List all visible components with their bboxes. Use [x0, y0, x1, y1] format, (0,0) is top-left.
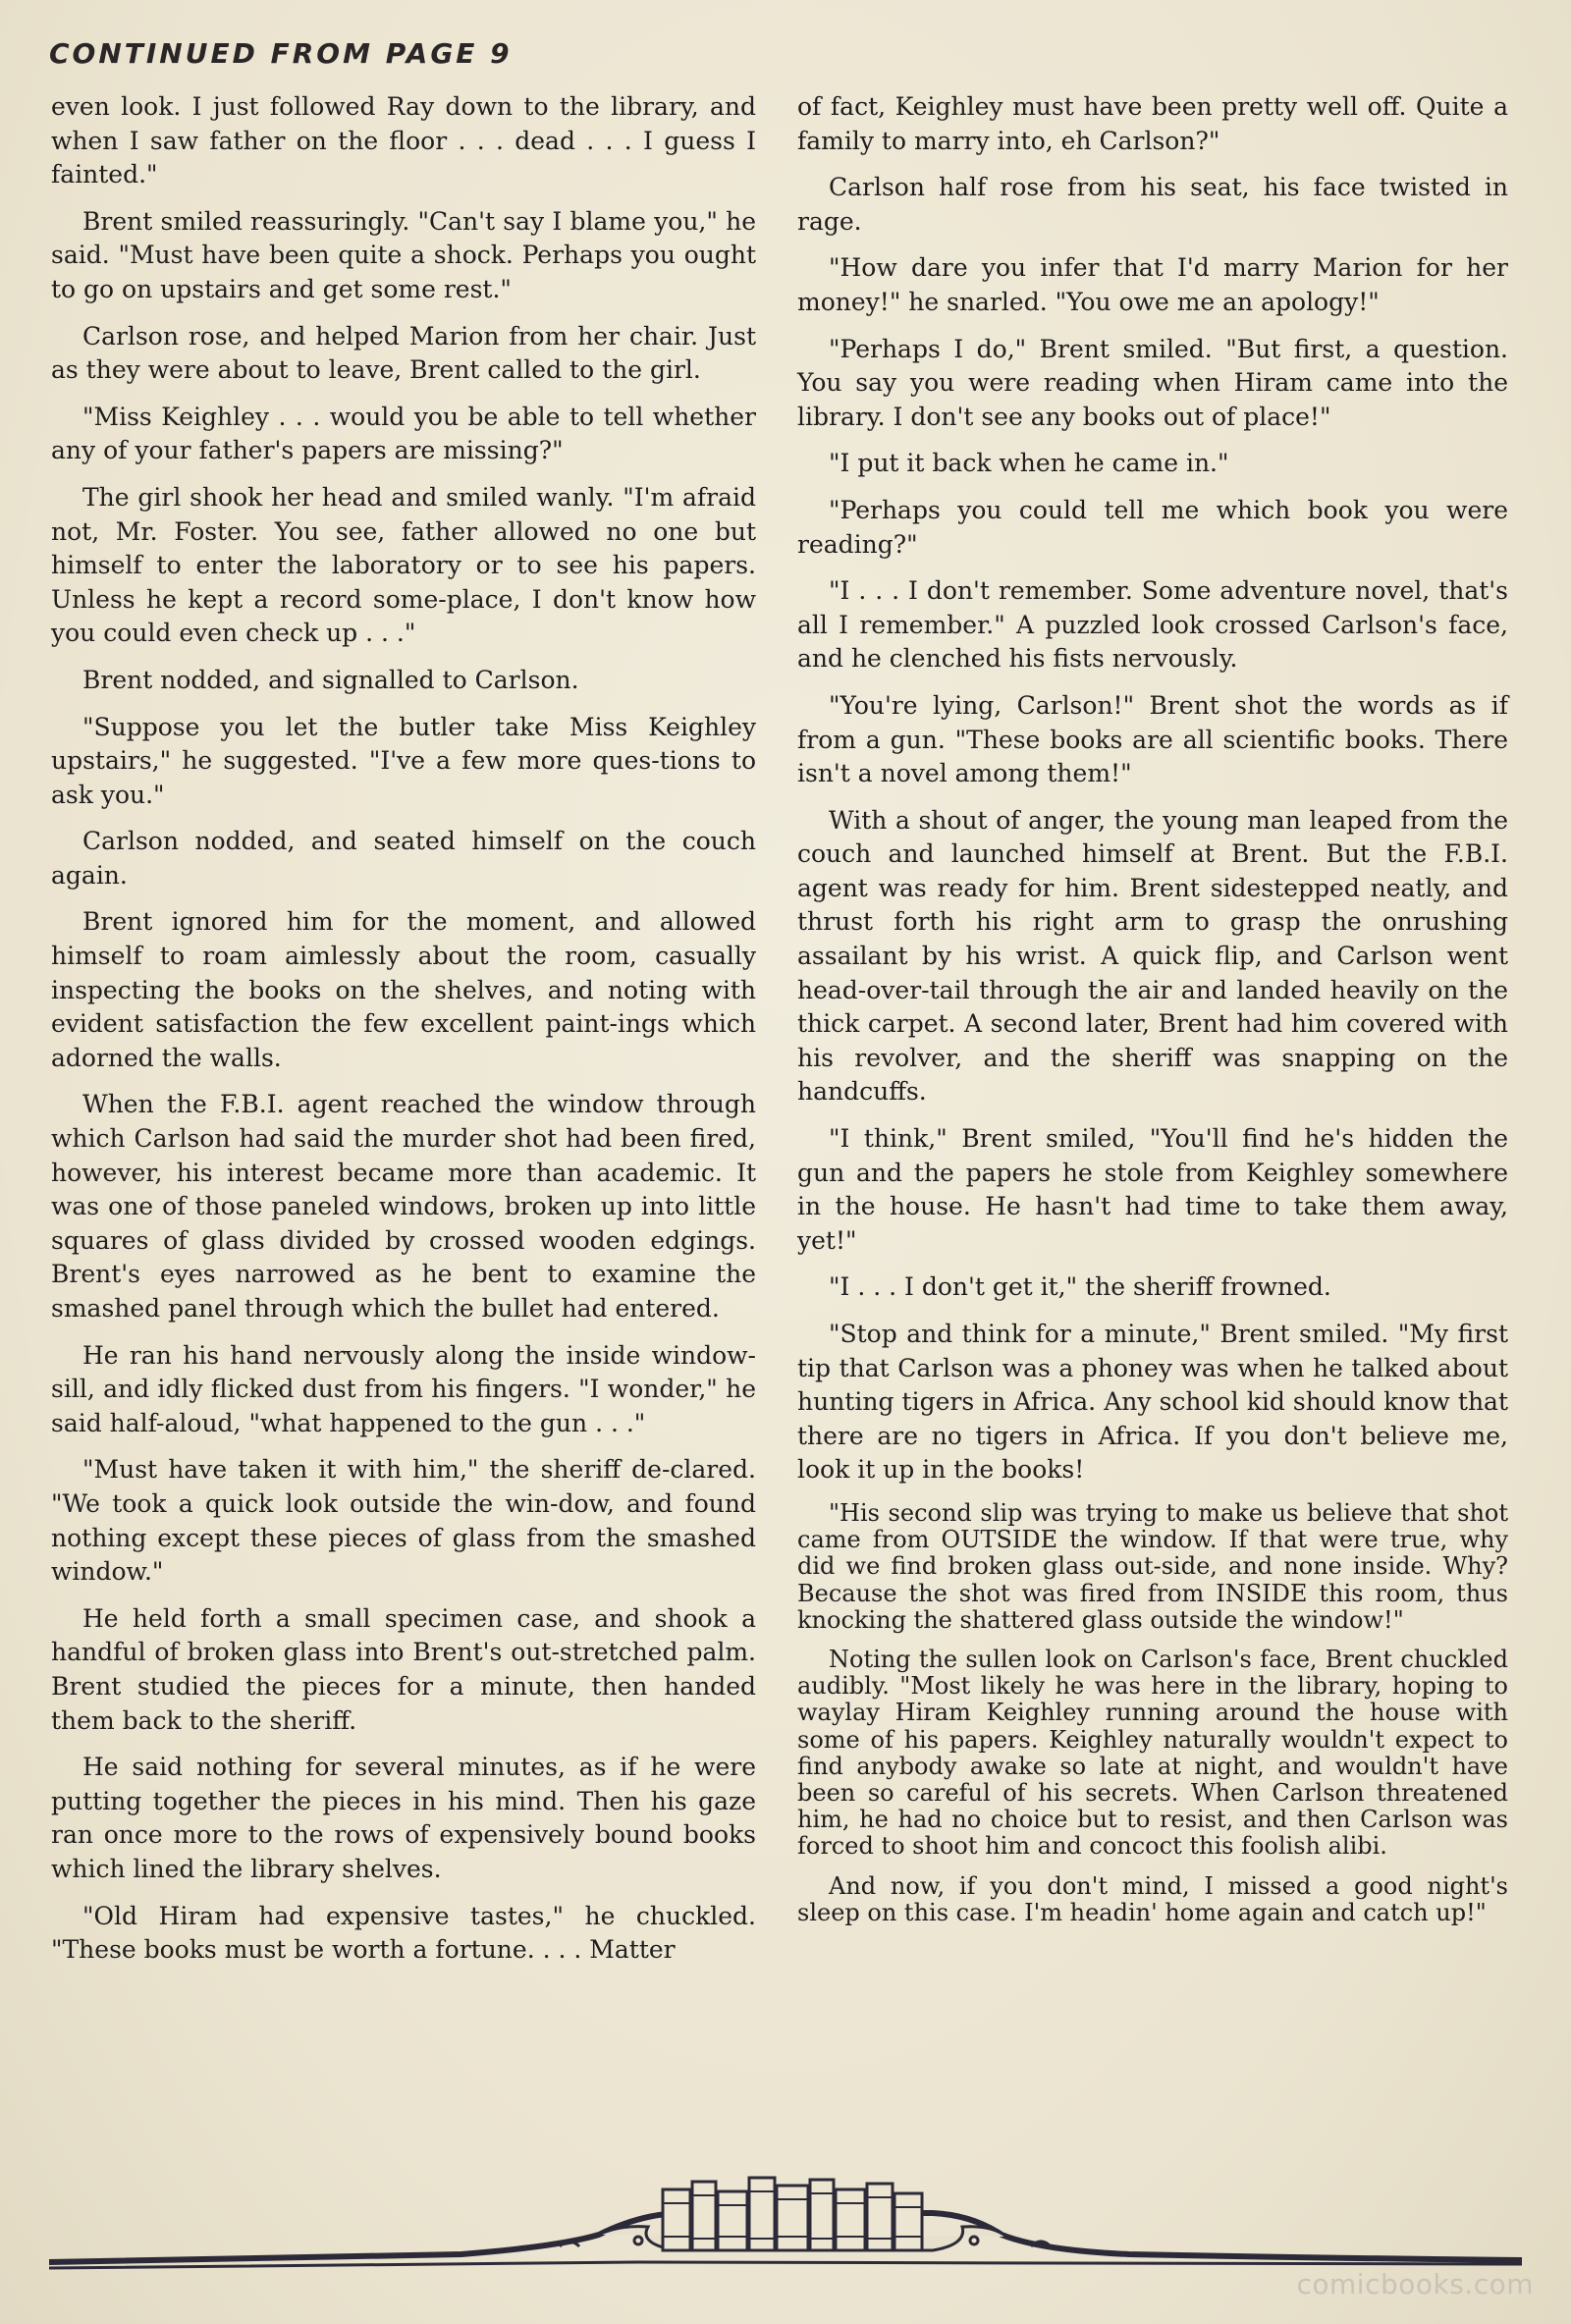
right-column	[797, 90, 1508, 1939]
paragraph: Carlson rose, and helped Marion from her chair. Just as they were about to leave, Brent called to the girl.	[51, 321, 756, 385]
paragraph: Brent smiled reassuringly. "Can't say I blame you," he said. "Must have been quite a shock. Perhaps you ought to go on upstairs and get some rest."	[51, 206, 756, 303]
left-column	[51, 90, 756, 1980]
paragraph: The girl shook her head and smiled wanly. "I'm afraid not, Mr. Foster. You see, father allowed no one but himself to enter the laboratory or to see his papers. Unless he kept a record some-place, I don't know how you could even check up . . ."	[51, 482, 756, 648]
paragraph: When the F.B.I. agent reached the window through which Carlson had said the murder shot had been fired, however, his interest became more than academic. It was one of those paneled windows, broken up into little squares of glass divided by crossed wooden edgings. Brent's eyes narrowed as he bent to examine the smashed panel through which the bullet had entered.	[51, 1090, 756, 1323]
paragraph: "Perhaps I do," Brent smiled. "But first, a question. You say you were reading when Hiram came into the library. I don't see any books out of place!"	[797, 334, 1508, 431]
book-shelf-illustration	[49, 2156, 1522, 2274]
paragraph: Brent nodded, and signalled to Carlson.	[82, 665, 579, 694]
paragraph: "Suppose you let the butler take Miss Keighley upstairs," he suggested. "I've a few more ques-tions to ask you."	[51, 712, 756, 809]
paragraph: "You're lying, Carlson!" Brent shot the words as if from a gun. "These books are all scientific books. There isn't a novel among them!"	[797, 690, 1508, 788]
paragraph: "How dare you infer that I'd marry Marion for her money!" he snarled. "You owe me an apology!"	[797, 253, 1508, 316]
paragraph: He ran his hand nervously along the inside window-sill, and idly flicked dust from his fingers. "I wonder," he said half-aloud, "what happened to the gun . . ."	[51, 1340, 756, 1437]
watermark: comicbooks.com	[1296, 2268, 1534, 2300]
paragraph: "Must have taken it with him," the sheriff de-clared. "We took a quick look outside the win-dow, and found nothing except these pieces of glass from the smashed window."	[51, 1455, 756, 1587]
paragraph: "Miss Keighley . . . would you be able to tell whether any of your father's papers are missing?"	[51, 402, 756, 465]
continued-header: CONTINUED FROM PAGE 9	[49, 37, 513, 70]
paragraph: He held forth a small specimen case, and shook a handful of broken glass into Brent's out-stretched palm. Brent studied the pieces for a minute, then handed them back to the sheriff.	[51, 1603, 756, 1735]
paragraph: "I put it back when he came in."	[829, 449, 1229, 478]
paragraph: And now, if you don't mind, I missed a good night's sleep on this case. I'm headin' home again and catch up!"	[797, 1871, 1508, 1926]
paragraph: "I . . . I don't get it," the sheriff frowned.	[829, 1272, 1331, 1302]
paragraph: Noting the sullen look on Carlson's face, Brent chuckled audibly. "Most likely he was here in the library, hoping to waylay Hiram Keighley running around the house with some of his papers. Keighley naturally wouldn't expect to find anybody awake so late at night, and wouldn't have been so careful of his secrets. When Carlson threatened him, he had no choice but to resist, and then Carlson was forced to shoot him and concoct this foolish alibi.	[797, 1645, 1508, 1861]
paragraph: even look. I just followed Ray down to the library, and when I saw father on the floor . . . dead . . . I guess I fainted."	[51, 92, 756, 189]
paragraph: of fact, Keighley must have been pretty well off. Quite a family to marry into, eh Carlson?"	[797, 92, 1508, 155]
paragraph: "Perhaps you could tell me which book you were reading?"	[797, 495, 1508, 559]
paragraph: "I . . . I don't remember. Some adventure novel, that's all I remember." A puzzled look crossed Carlson's face, and he clenched his fists nervously.	[797, 576, 1508, 674]
paragraph: "Old Hiram had expensive tastes," he chuckled. "These books must be worth a fortune. . . . Matter	[51, 1901, 756, 1965]
paragraph: Carlson nodded, and seated himself on the couch again.	[51, 827, 756, 890]
paragraph: "His second slip was trying to make us believe that shot came from OUTSIDE the window. If that were true, why did we find broken glass out-side, and none inside. Why? Because the shot was fired from INSIDE this room, thus knocking the shattered glass outside the window!"	[797, 1498, 1508, 1634]
paragraph: He said nothing for several minutes, as if he were putting together the pieces in his mind. Then his gaze ran once more to the rows of expensively bound books which lined the library shelves.	[51, 1753, 756, 1883]
paragraph: Brent ignored him for the moment, and allowed himself to roam aimlessly about the room, casually inspecting the books on the shelves, and noting with evident satisfaction the few excellent paint-ings which adorned the walls.	[51, 907, 756, 1072]
paragraph: Carlson half rose from his seat, his face twisted in rage.	[797, 173, 1508, 236]
paragraph: With a shout of anger, the young man leaped from the couch and launched himself at Brent. But the F.B.I. agent was ready for him. Brent sidestepped neatly, and thrust forth his right arm to grasp the onrushing assailant by his wrist. A quick flip, and Carlson went head-over-tail through the air and landed heavily on the thick carpet. A second later, Brent had him covered with his revolver, and the sheriff was snapping on the handcuffs.	[797, 805, 1508, 1107]
paragraph: "I think," Brent smiled, "You'll find he's hidden the gun and the papers he stole from Keighley somewhere in the house. He hasn't had time to take them away, yet!"	[797, 1124, 1508, 1255]
paragraph: "Stop and think for a minute," Brent smiled. "My first tip that Carlson was a phoney was when he talked about hunting tigers in Africa. Any school kid should know that there are no tigers in Africa. If you don't believe me, look it up in the books!	[797, 1320, 1508, 1485]
